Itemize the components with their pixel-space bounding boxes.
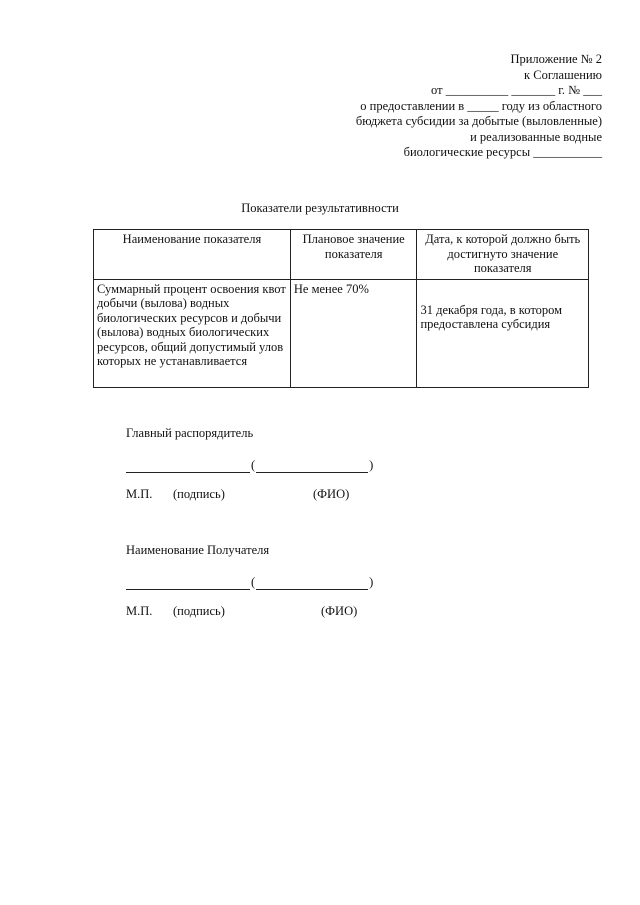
name-caption: (ФИО) (321, 604, 358, 618)
signature-label: Наименование Получателя (126, 543, 270, 557)
signature-blank (126, 577, 250, 590)
name-caption: (ФИО) (313, 487, 350, 501)
header-line: к Соглашению (524, 67, 602, 82)
header-line: и реализованные водные (470, 129, 602, 144)
header-line: биологические ресурсы ___________ (403, 145, 602, 159)
table-cell: Не менее 70% (290, 279, 417, 387)
table-header-row (94, 230, 589, 280)
appendix-header (282, 52, 602, 161)
paren-open: ( (251, 458, 256, 472)
column-header: Наименование показателя (94, 230, 291, 280)
signature-caption: (подпись) (173, 487, 225, 501)
name-blank (256, 460, 368, 473)
table-cell-text: 31 декабря года, в котором предоставлена субсидия (420, 302, 563, 331)
header-line: Приложение № 2 (510, 52, 602, 66)
signature-block-recipient (126, 543, 386, 622)
mp-label: М.П. (126, 487, 153, 501)
signature-captions (126, 604, 386, 622)
signature-caption: (подпись) (173, 604, 225, 618)
signature-label: Главный распорядитель (126, 426, 254, 440)
signature-captions (126, 487, 386, 505)
paren-open: ( (251, 575, 256, 589)
signature-blank (126, 460, 250, 473)
signature-block-manager (126, 426, 386, 505)
paren-close: ) (369, 458, 374, 472)
table-row (94, 279, 589, 387)
header-line: от __________ _______ г. № ___ (431, 83, 602, 97)
name-blank (256, 577, 368, 590)
column-header: Дата, к которой должно быть достигнуто значение показателя (417, 230, 589, 280)
table-cell (417, 279, 589, 387)
signature-line (126, 455, 386, 473)
signature-line (126, 572, 386, 590)
indicators-table (93, 229, 589, 388)
mp-label: М.П. (126, 604, 153, 618)
table-cell: Суммарный процент освоения квот добычи (вылова) водных биологических ресурсов и добычи (вылова) водных биологических ресурсов, общий допустимый улов которых не устанавливается (94, 279, 291, 387)
header-line: о предоставлении в _____ году из областного (360, 98, 602, 113)
paren-close: ) (369, 575, 374, 589)
header-line: бюджета субсидии за добытые (выловленные) (355, 114, 602, 128)
column-header: Плановое значение показателя (290, 230, 417, 280)
document-title: Показатели результативности (241, 201, 399, 215)
